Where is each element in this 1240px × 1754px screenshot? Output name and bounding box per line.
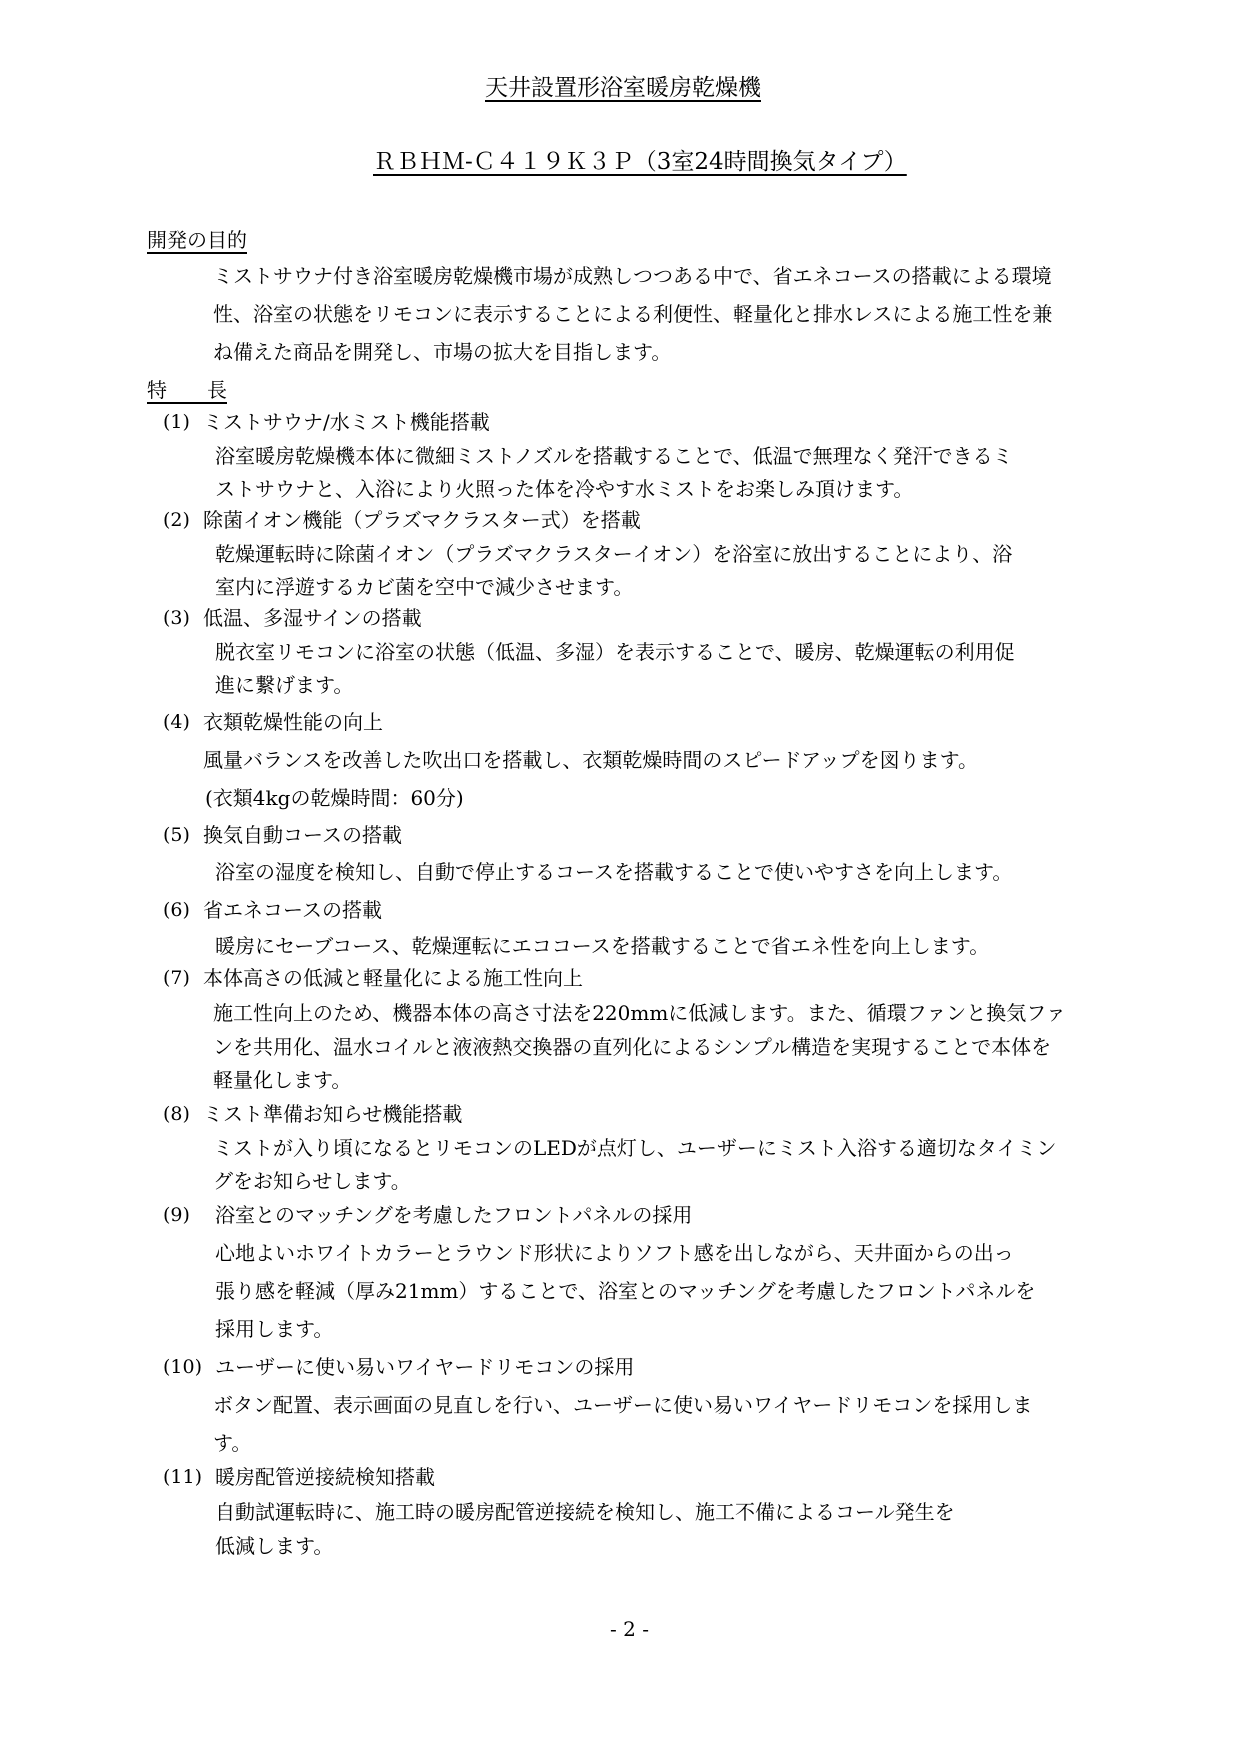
feature-title: 本体高さの低減と軽量化による施工性向上: [203, 966, 583, 990]
feature-number: (7): [163, 967, 190, 989]
feature-line: ンを共用化、温水コイルと液液熱交換器の直列化によるシンプル構造を実現することで本体を: [213, 1035, 1052, 1059]
page-number: - 2 -: [610, 1617, 649, 1641]
feature-line: 施工性向上のため、機器本体の高さ寸法を220mmに低減します。また、循環ファンと換気ファ: [213, 1001, 1066, 1025]
feature-title: ユーザーに使い易いワイヤードリモコンの採用: [215, 1355, 635, 1379]
feature-number: (11): [163, 1466, 203, 1488]
feature-title: 衣類乾燥性能の向上: [203, 710, 383, 734]
feature-line: (衣類4kgの乾燥時間：60分): [205, 786, 464, 810]
feature-number: (10): [163, 1356, 203, 1378]
document-title: 天井設置形浴室暖房乾燥機: [485, 75, 761, 101]
feature-number: (2): [163, 509, 190, 531]
purpose-heading: 開発の目的: [147, 228, 247, 252]
feature-number: (4): [163, 711, 190, 733]
feature-number: (6): [163, 899, 190, 921]
feature-line: 進に繋げます。: [215, 673, 354, 697]
feature-line: 低減します。: [215, 1534, 334, 1558]
feature-line: 風量バランスを改善した吹出口を搭載し、衣類乾燥時間のスピードアップを図ります。: [203, 748, 978, 772]
purpose-line: ミストサウナ付き浴室暖房乾燥機市場が成熟しつつある中で、省エネコースの搭載による環境: [213, 264, 1052, 288]
feature-number: (1): [163, 411, 190, 433]
feature-title: 低温、多湿サインの搭載: [203, 606, 422, 630]
feature-title: 暖房配管逆接続検知搭載: [215, 1465, 435, 1489]
feature-line: 心地よいホワイトカラーとラウンド形状によりソフト感を出しながら、天井面からの出っ: [215, 1241, 1014, 1265]
feature-line: 室内に浮遊するカビ菌を空中で減少させます。: [215, 575, 634, 599]
feature-title: 換気自動コースの搭載: [203, 823, 402, 847]
features-heading: 特 長: [147, 378, 227, 402]
model-name: ＲＢＨＭ-Ｃ４１９Ｋ３Ｐ（3室24時間換気タイプ）: [373, 149, 907, 175]
feature-title: ミストサウナ/水ミスト機能搭載: [203, 410, 490, 434]
feature-line: す。: [213, 1431, 252, 1455]
feature-line: 乾燥運転時に除菌イオン（プラズマクラスターイオン）を浴室に放出することにより、浴: [215, 542, 1013, 566]
feature-number: (5): [163, 824, 190, 846]
feature-title: 省エネコースの搭載: [203, 898, 382, 922]
feature-line: 暖房にセーブコース、乾燥運転にエココースを搭載することで省エネ性を向上します。: [215, 934, 990, 958]
feature-line: ボタン配置、表示画面の見直しを行い、ユーザーに使い易いワイヤードリモコンを採用しま: [213, 1393, 1033, 1417]
feature-number: (9): [163, 1204, 190, 1226]
feature-line: ストサウナと、入浴により火照った体を冷やす水ミストをお楽しみ頂けます。: [215, 477, 914, 501]
feature-line: 採用します。: [215, 1317, 334, 1341]
feature-line: 自動試運転時に、施工時の暖房配管逆接続を検知し、施工不備によるコール発生を: [215, 1500, 955, 1524]
feature-line: 浴室暖房乾燥機本体に微細ミストノズルを搭載することで、低温で無理なく発汗できるミ: [215, 444, 1013, 468]
feature-number: (3): [163, 607, 190, 629]
purpose-line: 性、浴室の状態をリモコンに表示することによる利便性、軽量化と排水レスによる施工性を兼: [213, 302, 1053, 326]
feature-line: ミストが入り頃になるとリモコンのLEDが点灯し、ユーザーにミスト入浴する適切なタイミン: [213, 1136, 1057, 1160]
feature-number: (8): [163, 1103, 190, 1125]
feature-title: ミスト準備お知らせ機能搭載: [203, 1102, 463, 1126]
feature-line: 軽量化します。: [213, 1068, 352, 1092]
purpose-line: ね備えた商品を開発し、市場の拡大を目指します。: [213, 340, 672, 364]
feature-title: 浴室とのマッチングを考慮したフロントパネルの採用: [215, 1203, 693, 1227]
feature-line: 浴室の湿度を検知し、自動で停止するコースを搭載することで使いやすさを向上します。: [215, 860, 1013, 884]
feature-line: 張り感を軽減（厚み21mm）することで、浴室とのマッチングを考慮したフロントパネルを: [215, 1279, 1036, 1303]
feature-line: グをお知らせします。: [213, 1169, 411, 1193]
feature-line: 脱衣室リモコンに浴室の状態（低温、多湿）を表示することで、暖房、乾燥運転の利用促: [215, 640, 1015, 664]
feature-title: 除菌イオン機能（プラズマクラスター式）を搭載: [203, 508, 641, 532]
